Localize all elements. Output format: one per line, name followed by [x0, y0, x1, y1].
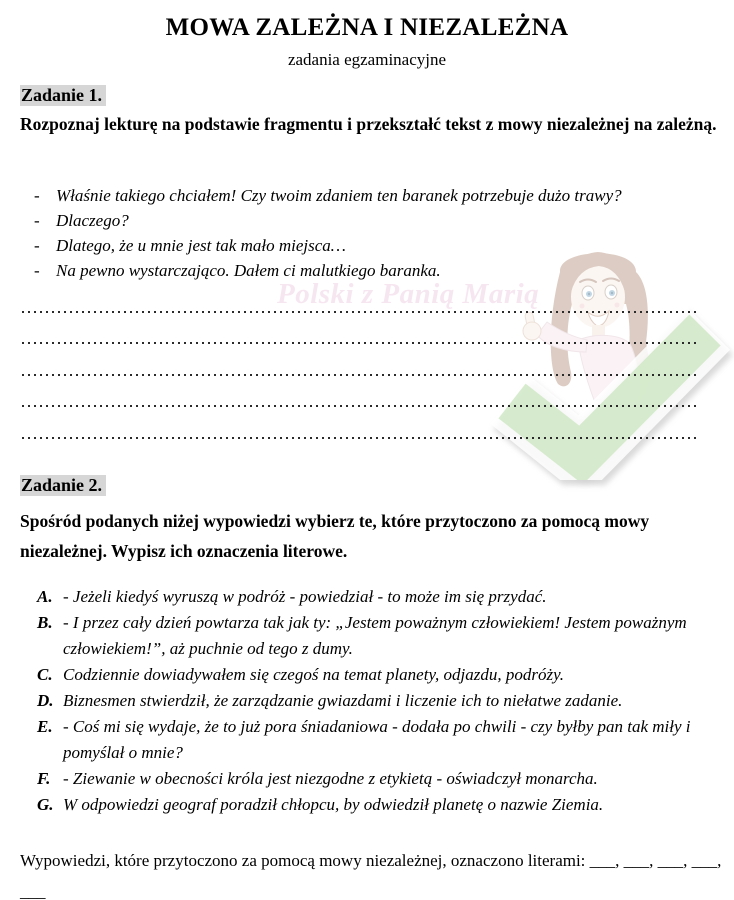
option-text: - I przez cały dzień powtarza tak jak ty: „Jestem poważnym człowiekiem! Jestem poważnym człowiekiem!”, aż puchnie od tego z dumy.: [63, 613, 687, 658]
check-icon: [470, 295, 734, 480]
dialogue-dash: -: [34, 186, 40, 205]
dialogue-dash: -: [34, 261, 40, 280]
task1-instruction: Rozpoznaj lekturę na podstawie fragmentu i przekształć tekst z mowy niezależnej na zależną.: [20, 114, 717, 134]
dialogue-line: [34, 183, 724, 208]
option-text: - Ziewanie w obecności króla jest niezgodne z etykietą - oświadczył monarcha.: [63, 769, 598, 788]
dialogue-text: Właśnie takiego chciałem! Czy twoim zdaniem ten baranek potrzebuje dużo trawy?: [56, 186, 622, 205]
option-letter: C.: [37, 665, 53, 684]
footer-text: Wypowiedzi, które przytoczono za pomocą mowy niezależnej, oznaczono literami:: [20, 851, 586, 870]
option-letter: B.: [37, 613, 53, 632]
answer-line: [22, 437, 700, 439]
option-letter: E.: [37, 717, 53, 736]
task1-label: [20, 85, 106, 106]
page-title: MOWA ZALEŻNA I NIEZALEŻNA: [165, 14, 569, 41]
option-letter: F.: [37, 769, 51, 788]
task2-options: [37, 584, 713, 818]
option-letter: A.: [37, 587, 53, 606]
dialogue-text: Na pewno wystarczająco. Dałem ci malutkiego baranka.: [56, 261, 441, 280]
option-row: [37, 766, 713, 792]
dialogue-line: [34, 233, 724, 258]
task1-label-text: Zadanie 1.: [20, 85, 106, 106]
option-text: W odpowiedzi geograf poradził chłopcu, by odwiedził planetę o nazwie Ziemia.: [63, 795, 604, 814]
option-row: [37, 662, 713, 688]
dialogue-text: Dlatego, że u mnie jest tak mało miejsca…: [56, 236, 346, 255]
option-row: [37, 688, 713, 714]
answer-blanks: ___, ___, ___, ___, ___: [20, 851, 722, 900]
watermark-text: Polski z Panią Marią: [277, 278, 540, 310]
dialogue-dash: -: [34, 211, 40, 230]
task1-dialogue: [34, 183, 724, 283]
option-text: Codziennie dowiadywałem się czegoś na temat planety, odjazdu, podróży.: [63, 665, 564, 684]
option-letter: D.: [37, 691, 54, 710]
dialogue-dash: -: [34, 236, 40, 255]
task2-instruction: Spośród podanych niżej wypowiedzi wybierz te, które przytoczono za pomocą mowy niezależnej. Wypisz ich oznaczenia literowe.: [20, 511, 650, 561]
option-row: [37, 792, 713, 818]
task2-label: [20, 475, 106, 496]
answer-line: [22, 405, 700, 407]
answer-line: [22, 342, 700, 344]
task2-label-text: Zadanie 2.: [20, 475, 106, 496]
option-text: Biznesmen stwierdził, że zarządzanie gwiazdami i liczenie ich to niełatwe zadanie.: [63, 691, 623, 710]
option-row: [37, 610, 713, 662]
page-subtitle: zadania egzaminacyjne: [287, 50, 447, 69]
dialogue-text: Dlaczego?: [56, 211, 129, 230]
answer-line: [22, 374, 700, 376]
dialogue-line: [34, 208, 724, 233]
option-row: [37, 714, 713, 766]
option-text: - Coś mi się wydaje, że to już pora śniadaniowa - dodała po chwili - czy byłby pan tak miły i pomyślał o mnie?: [63, 717, 691, 762]
dialogue-line: [34, 258, 724, 283]
option-row: [37, 584, 713, 610]
task2-answer-sentence: [20, 845, 722, 900]
answer-line: [22, 311, 700, 313]
option-text: - Jeżeli kiedyś wyruszą w podróż - powiedział - to może im się przydać.: [63, 587, 547, 606]
option-letter: G.: [37, 795, 54, 814]
